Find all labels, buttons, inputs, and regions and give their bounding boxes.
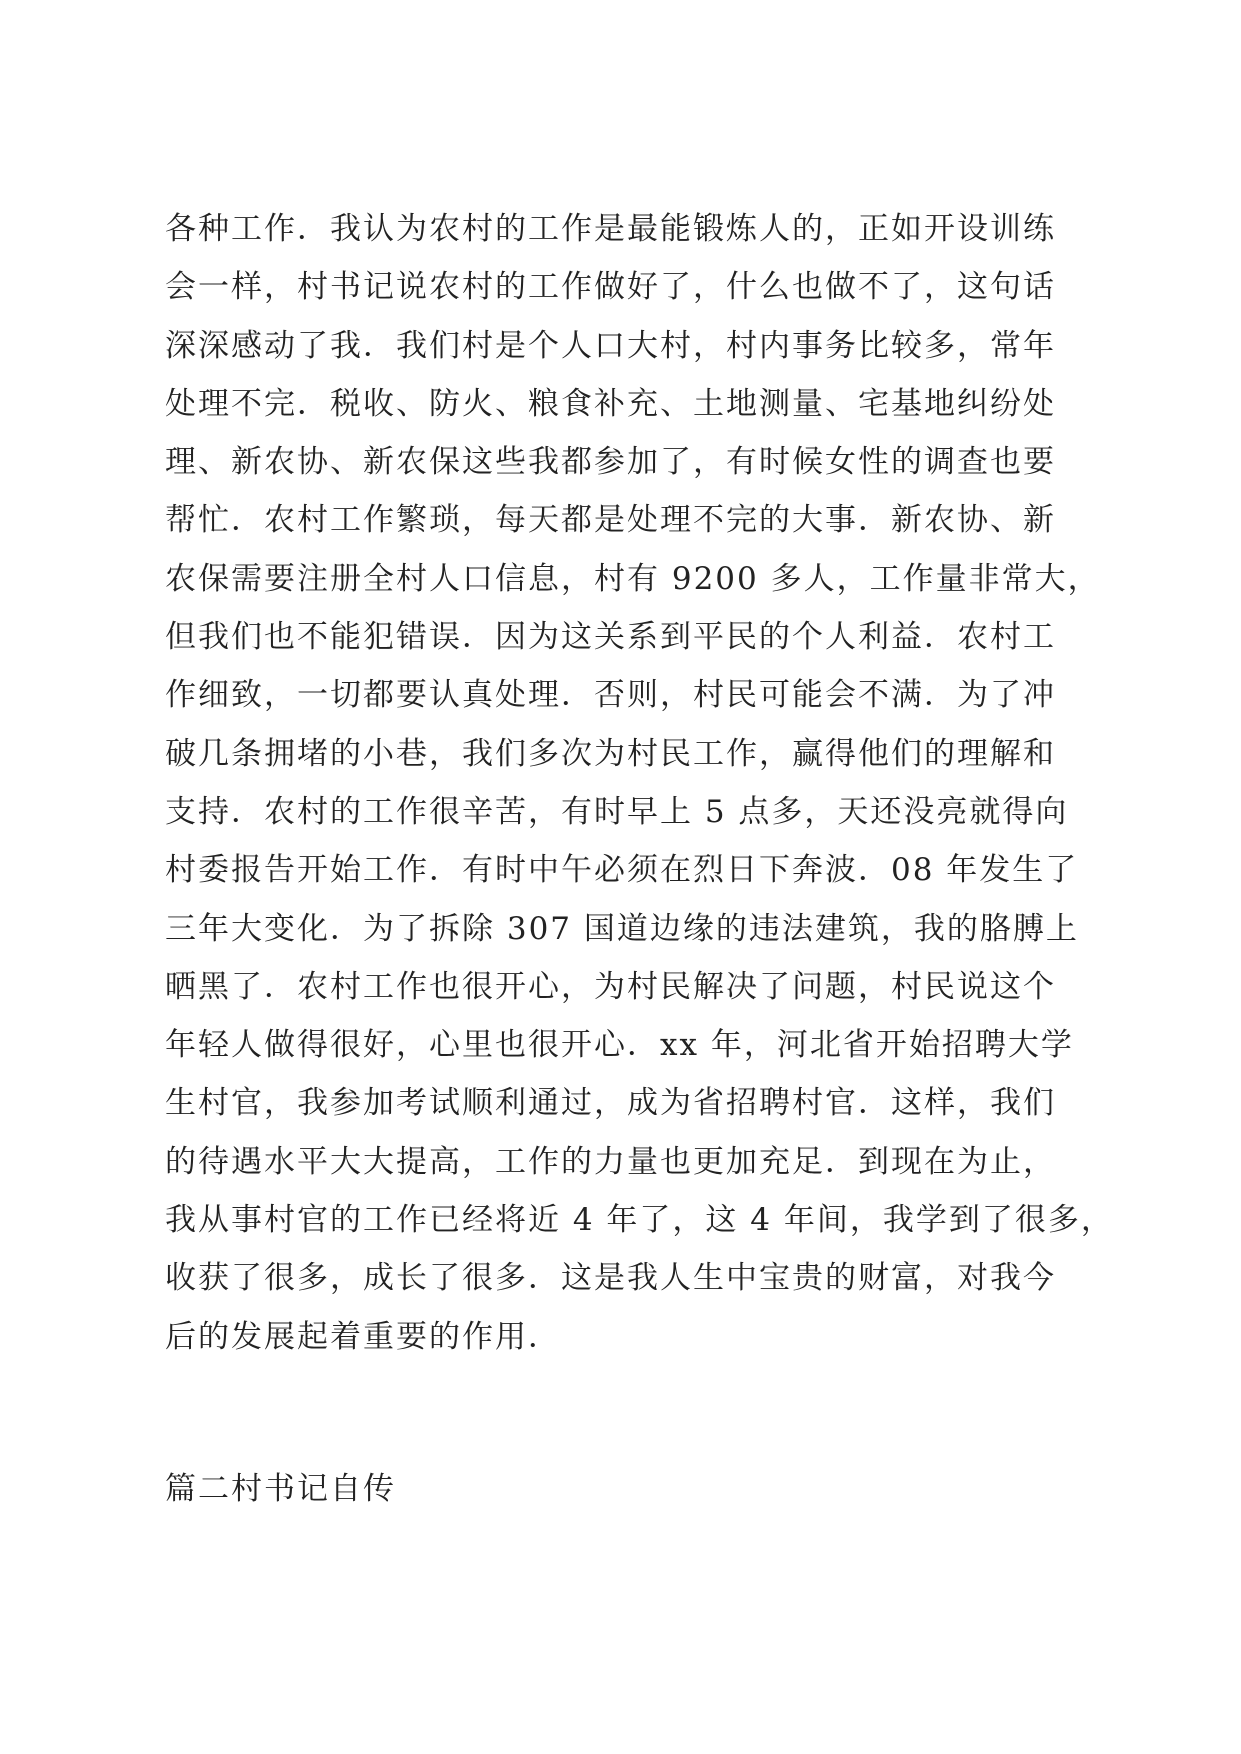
paragraph-line: 理、新农协、新农保这些我都参加了，有时候女性的调查也要 xyxy=(165,444,1056,481)
paragraph-line: 会一样，村书记说农村的工作做好了，什么也做不了，这句话 xyxy=(165,269,1056,306)
paragraph-line: 生村官，我参加考试顺利通过，成为省招聘村官．这样，我们 xyxy=(165,1085,1056,1122)
body-paragraph xyxy=(165,200,1114,1366)
paragraph-line: 处理不完．税收、防火、粮食补充、土地测量、宅基地纠纷处 xyxy=(165,385,1056,422)
paragraph-line: 支持．农村的工作很辛苦，有时早上 5 点多，天还没亮就得向 xyxy=(165,793,1069,830)
paragraph-line: 的待遇水平大大提高，工作的力量也更加充足．到现在为止， xyxy=(165,1143,1056,1180)
section-heading: 篇二村书记自传 xyxy=(165,1471,396,1507)
paragraph-line: 村委报告开始工作．有时中午必须在烈日下奔波．08 年发生了 xyxy=(165,852,1079,889)
paragraph-line: 农保需要注册全村人口信息，村有 9200 多人，工作量非常大， xyxy=(165,560,1101,597)
paragraph-line: 破几条拥堵的小巷，我们多次为村民工作，赢得他们的理解和 xyxy=(165,735,1056,772)
paragraph-line: 帮忙．农村工作繁琐，每天都是处理不完的大事．新农协、新 xyxy=(165,502,1056,539)
paragraph-line: 各种工作．我认为农村的工作是最能锻炼人的，正如开设训练 xyxy=(165,211,1056,247)
paragraph-line: 三年大变化．为了拆除 307 国道边缘的违法建筑，我的胳膊上 xyxy=(165,910,1079,947)
paragraph-line: 深深感动了我．我们村是个人口大村，村内事务比较多，常年 xyxy=(165,327,1056,364)
paragraph-line: 年轻人做得很好，心里也很开心．xx 年，河北省开始招聘大学 xyxy=(165,1027,1074,1064)
paragraph-line: 收获了很多，成长了很多．这是我人生中宝贵的财富，对我今 xyxy=(165,1260,1056,1297)
paragraph-line: 作细致，一切都要认真处理．否则，村民可能会不满．为了冲 xyxy=(165,677,1056,714)
paragraph-line: 但我们也不能犯错误．因为这关系到平民的个人利益．农村工 xyxy=(165,619,1056,656)
paragraph-line: 我从事村官的工作已经将近 4 年了，这 4 年间，我学到了很多， xyxy=(165,1202,1114,1239)
paragraph-line: 晒黑了．农村工作也很开心，为村民解决了问题，村民说这个 xyxy=(165,968,1056,1005)
paragraph-line: 后的发展起着重要的作用． xyxy=(165,1318,561,1355)
